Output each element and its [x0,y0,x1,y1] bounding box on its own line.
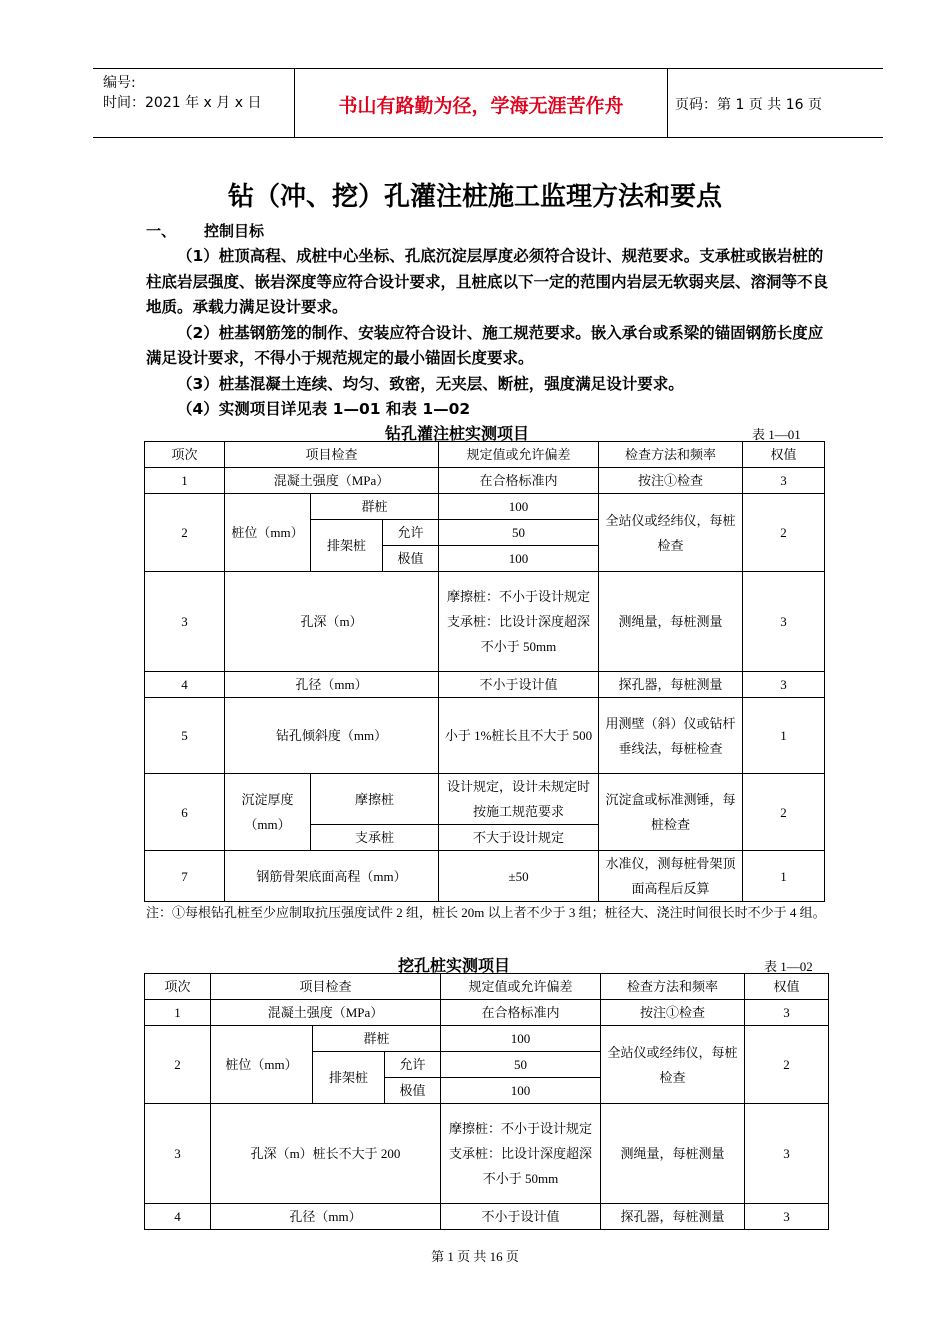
cell: 3 [145,1104,211,1204]
header-cell: 项次 [145,442,225,468]
cell: 100 [441,1026,601,1052]
cell: 群桩 [311,494,439,520]
table2 [144,973,829,1230]
header-cell: 检查方法和频率 [599,442,743,468]
cell: 支承桩 [311,825,439,851]
section-number: 一、 [146,222,177,240]
cell: 沉淀盒或标准测锤，每桩检查 [599,774,743,851]
cell: 1 [743,698,825,774]
cell: 100 [441,1078,601,1104]
cell: 在合格标准内 [441,1000,601,1026]
table2-number: 表 1—02 [764,959,813,974]
cell: 50 [441,1052,601,1078]
cell: 孔深（m） [225,572,439,672]
cell: 按注①检查 [599,468,743,494]
table1-caption: 钻孔灌注桩实测项目 [385,424,530,443]
cell: 3 [745,1000,829,1026]
table-row [145,698,825,774]
cell: 6 [145,774,225,851]
table-header-row [145,442,825,468]
cell: 沉淀厚度（mm） [225,774,311,851]
table-row [145,851,825,902]
cell: 3 [743,672,825,698]
cell: 全站仪或经纬仪，每桩检查 [599,494,743,572]
cell: 测绳量，每桩测量 [601,1104,745,1204]
cell: 排架桩 [311,520,383,572]
header-cell: 项目检查 [225,442,439,468]
cell: 50 [439,520,599,546]
header-divider [667,69,668,137]
table1-number: 表 1—01 [752,427,801,442]
table1-note: 注：①每根钻孔桩至少应制取抗压强度试件 2 组，桩长 20m 以上者不少于 3 组；桩径大、浇注时间很长时不少于 4 组。 [146,905,826,920]
section-title: 控制目标 [204,222,265,240]
table-row [145,672,825,698]
section-body [146,244,836,423]
table-row [145,1000,829,1026]
doc-time-label: 时间：2021 年 x 月 x 日 [103,95,262,111]
cell: 不小于设计值 [439,672,599,698]
cell: 3 [743,572,825,672]
cell: 混凝土强度（MPa） [211,1000,441,1026]
cell: 群桩 [313,1026,441,1052]
header-cell: 检查方法和频率 [601,974,745,1000]
cell: 1 [145,1000,211,1026]
cell: 测绳量，每桩测量 [599,572,743,672]
cell: 允许 [383,520,439,546]
cell: 3 [145,572,225,672]
table-row [145,1026,829,1052]
cell: 100 [439,546,599,572]
cell: 摩擦桩：不小于设计规定 支承桩：比设计深度超深不小于 50mm [439,572,599,672]
cell: 钢筋骨架底面高程（mm） [225,851,439,902]
page-footer: 第 1 页 共 16 页 [431,1249,519,1264]
cell: 孔深（m）桩长不大于 200 [211,1104,441,1204]
header-cell: 权值 [745,974,829,1000]
cell: 探孔器，每桩测量 [601,1204,745,1230]
cell: 小于 1%桩长且不大于 500 [439,698,599,774]
cell: 全站仪或经纬仪，每桩检查 [601,1026,745,1104]
table1 [144,441,825,902]
cell: 桩位（mm） [211,1026,313,1104]
doc-number-label: 编号: [103,75,136,91]
cell: 1 [743,851,825,902]
cell: 不小于设计值 [441,1204,601,1230]
table-row [145,1104,829,1204]
cell: 混凝土强度（MPa） [225,468,439,494]
header-cell: 项目检查 [211,974,441,1000]
cell: 3 [745,1204,829,1230]
table2-caption: 挖孔桩实测项目 [398,956,511,975]
cell: 3 [745,1104,829,1204]
cell: 孔径（mm） [225,672,439,698]
cell: 2 [743,494,825,572]
cell: 2 [743,774,825,851]
cell: 钻孔倾斜度（mm） [225,698,439,774]
cell: 5 [145,698,225,774]
cell: ±50 [439,851,599,902]
cell: 用测壁（斜）仪或钻杆垂线法，每桩检查 [599,698,743,774]
table-row [145,494,825,520]
table-header-row [145,974,829,1000]
cell: 按注①检查 [601,1000,745,1026]
cell: 在合格标准内 [439,468,599,494]
doc-title: 钻（冲、挖）孔灌注桩施工监理方法和要点 [227,182,722,212]
cell: 摩擦桩：不小于设计规定 支承桩：比设计深度超深不小于 50mm [441,1104,601,1204]
header-page-info: 页码：第 1 页 共 16 页 [675,97,822,113]
cell: 孔径（mm） [211,1204,441,1230]
cell: 2 [145,494,225,572]
cell: 排架桩 [313,1052,385,1104]
section-heading [146,220,264,241]
page-header [93,68,883,138]
cell: 4 [145,672,225,698]
cell: 桩位（mm） [225,494,311,572]
header-cell: 项次 [145,974,211,1000]
cell: 设计规定，设计未规定时按施工规范要求 [439,774,599,825]
cell: 1 [145,468,225,494]
header-cell: 权值 [743,442,825,468]
paragraph: （4）实测项目详见表 1—01 和表 1—02 [177,400,471,418]
header-cell: 规定值或允许偏差 [439,442,599,468]
cell: 3 [743,468,825,494]
cell: 摩擦桩 [311,774,439,825]
cell: 极值 [383,546,439,572]
table-row [145,1204,829,1230]
paragraph: （1）桩顶高程、成桩中心坐标、孔底沉淀层厚度必须符合设计、规范要求。支承桩或嵌岩桩的柱底岩层强度、嵌岩深度等应符合设计要求，且桩底以下一定的范围内岩层无软弱夹层、溶洞等不良地质。承载力满足设计要求。 [146,247,829,316]
cell: 2 [745,1026,829,1104]
cell: 2 [145,1026,211,1104]
table-row [145,572,825,672]
cell: 100 [439,494,599,520]
cell: 4 [145,1204,211,1230]
header-cell: 规定值或允许偏差 [441,974,601,1000]
cell: 水准仪，测每桩骨架顶面高程后反算 [599,851,743,902]
header-meta [103,73,261,113]
table-row [145,774,825,825]
cell: 允许 [385,1052,441,1078]
cell: 7 [145,851,225,902]
cell: 探孔器，每桩测量 [599,672,743,698]
header-motto: 书山有路勤为径，学海无涯苦作舟 [338,95,624,117]
cell: 不大于设计规定 [439,825,599,851]
paragraph: （2）桩基钢筋笼的制作、安装应符合设计、施工规范要求。嵌入承台或系梁的锚固钢筋长度应满足设计要求，不得小于规范规定的最小锚固长度要求。 [146,323,824,367]
cell: 极值 [385,1078,441,1104]
paragraph: （3）桩基混凝土连续、均匀、致密，无夹层、断桩，强度满足设计要求。 [177,374,684,393]
table-row [145,468,825,494]
